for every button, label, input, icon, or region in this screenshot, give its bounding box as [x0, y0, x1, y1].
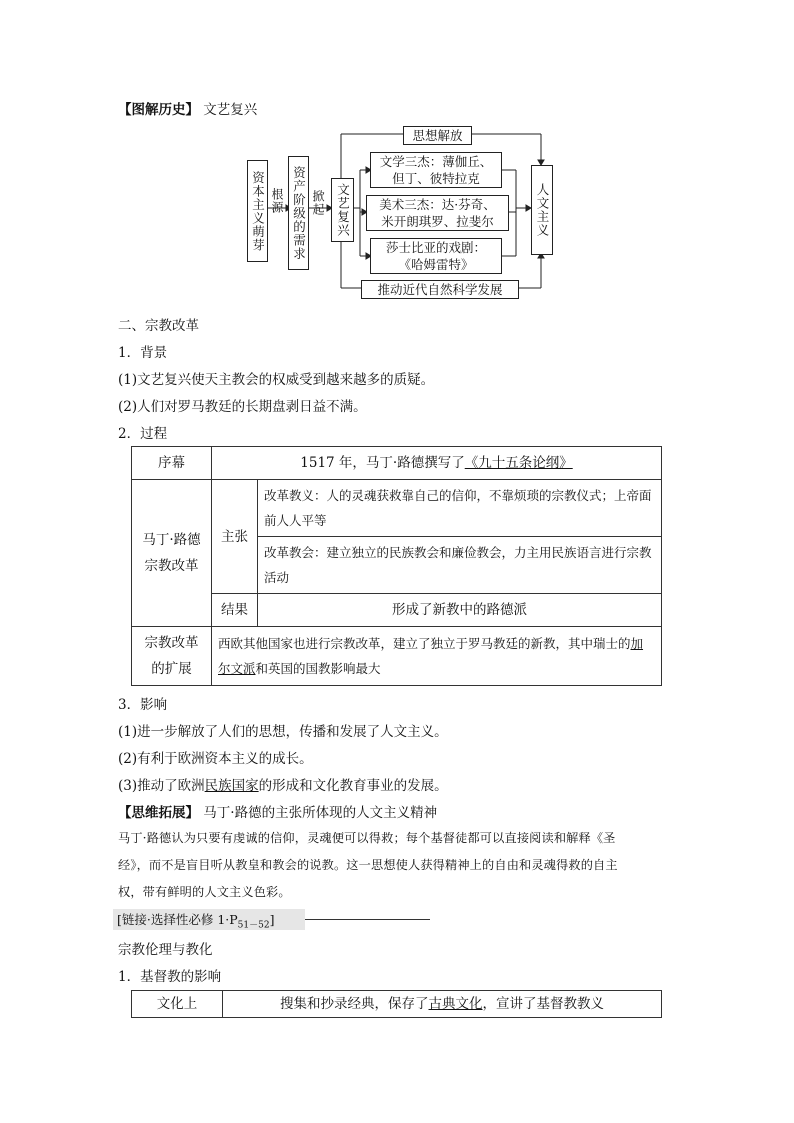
section-heading-reformation: 二、宗教改革: [118, 318, 199, 334]
prelude-text: 1517 年，马丁·路德撰写了: [300, 455, 465, 471]
christianity-heading: 1．基督教的影响: [118, 969, 222, 985]
label-started: 掀起: [311, 190, 325, 216]
culture-text-end: ，宣讲了基督教教义: [482, 996, 604, 1012]
table-row: [132, 480, 662, 537]
expansion-cell: [212, 627, 662, 686]
node-renaissance: 文艺复兴: [331, 178, 354, 242]
link-close: ]: [269, 912, 275, 927]
art-line-1: 美术三杰：达·芬奇、: [379, 197, 496, 212]
row-label-result: 结果: [212, 594, 258, 627]
classical-culture: 古典文化: [428, 996, 483, 1012]
culture-cell: [223, 991, 662, 1018]
impact-point-2: (2)有利于欧洲资本主义的成长。: [118, 751, 313, 767]
node-humanism: 人文主义: [531, 165, 553, 255]
thinking-paragraph-2: 经》，而不是盲目听从教皇和教会的说教。这一思想使人获得精神上的自由和灵魂得救的自主: [118, 858, 618, 872]
ninety-five-theses: 《九十五条论纲》: [464, 455, 573, 471]
node-bourgeois-need: 资产阶级的需求: [288, 156, 309, 270]
box-shakespeare: [370, 238, 502, 274]
thinking-title: 马丁·路德的主张所体现的人文主义精神: [203, 805, 438, 821]
christianity-table: [131, 990, 662, 1018]
impact-point-1: (1)进一步解放了人们的思想，传播和发展了人文主义。: [118, 724, 448, 740]
impact-3-text-end: 的形成和文化教育事业的发展。: [258, 778, 448, 794]
expansion-text: 西欧其他国家也进行宗教改革，建立了独立于罗马教廷的新教，其中瑞士的: [218, 636, 631, 651]
link-text: [链接·选择性必修 1·P: [117, 912, 238, 927]
impact-3-text: (3)推动了欧洲: [118, 778, 205, 794]
claim-church: 改革教会：建立独立的民族教会和廉俭教会，力主用民族语言进行宗教活动: [258, 537, 662, 594]
table-row: [132, 627, 662, 686]
row-label-luther-reform: 马丁·路德宗教改革: [132, 480, 212, 627]
result-cell: 形成了新教中的路德派: [258, 594, 662, 627]
claim-doctrine: 改革教义：人的灵魂获救靠自己的信仰，不靠烦琐的宗教仪式；上帝面前人人平等: [258, 480, 662, 537]
process-heading: 2．过程: [118, 426, 168, 442]
expansion-text-end: 和英国的国教影响最大: [255, 661, 381, 676]
thinking-heading: [118, 801, 437, 821]
row-label-culture: 文化上: [132, 991, 223, 1018]
impact-heading: 3．影响: [118, 697, 168, 713]
culture-text: 搜集和抄录经典，保存了: [280, 996, 429, 1012]
art-line-2: 米开朗琪罗、拉斐尔: [381, 214, 494, 229]
thinking-paragraph-3: 权，带有鲜明的人文主义色彩。: [118, 885, 291, 899]
textbook-link[interactable]: [117, 910, 274, 931]
shakespeare-line-1: 莎士比亚的戏剧：: [385, 240, 486, 255]
background-point-1: (1)文艺复兴使天主教会的权威受到越来越多的质疑。: [118, 372, 435, 388]
row-label-expansion: 宗教改革的扩展: [132, 627, 212, 686]
impact-point-3: [118, 774, 448, 794]
table-row: [132, 447, 662, 480]
background-heading: 1．背景: [118, 345, 168, 361]
table-row: [132, 991, 662, 1018]
process-table: [131, 446, 662, 686]
thinking-paragraph-1: 马丁·路德认为只要有虔诚的信仰，灵魂便可以得救；每个基督徒都可以直接阅读和解释《圣: [118, 831, 616, 845]
link-pages: 51－52: [237, 920, 270, 931]
literature-line-1: 文学三杰：薄伽丘、: [379, 154, 493, 169]
prelude-cell: [212, 447, 662, 480]
diagram-tag: 【图解历史】: [118, 102, 199, 118]
box-natural-science: 推动近代自然科学发展: [361, 280, 519, 299]
background-point-2: (2)人们对罗马教廷的长期盘剥日益不满。: [118, 399, 367, 415]
row-label-prelude: 序幕: [132, 447, 212, 480]
thinking-tag: 【思维拓展】: [118, 805, 199, 821]
nation-states: 民族国家: [204, 778, 259, 794]
link-heading: 宗教伦理与教化: [118, 942, 213, 958]
calvinism: 加尔文派: [218, 636, 644, 676]
box-art-masters: [366, 195, 509, 231]
label-root: 根源: [270, 188, 284, 214]
shakespeare-line-2: 《哈姆雷特》: [398, 257, 474, 272]
box-thought-liberation: 思想解放: [403, 126, 472, 145]
row-label-claims: 主张: [212, 480, 258, 594]
box-literature-masters: [370, 152, 502, 188]
diagram-title: 文艺复兴: [203, 102, 258, 118]
table-row: [132, 594, 662, 627]
literature-line-2: 但丁、彼特拉克: [392, 171, 480, 186]
link-underline: [305, 919, 430, 920]
node-capitalism-sprout: 资本主义萌芽: [247, 160, 268, 262]
